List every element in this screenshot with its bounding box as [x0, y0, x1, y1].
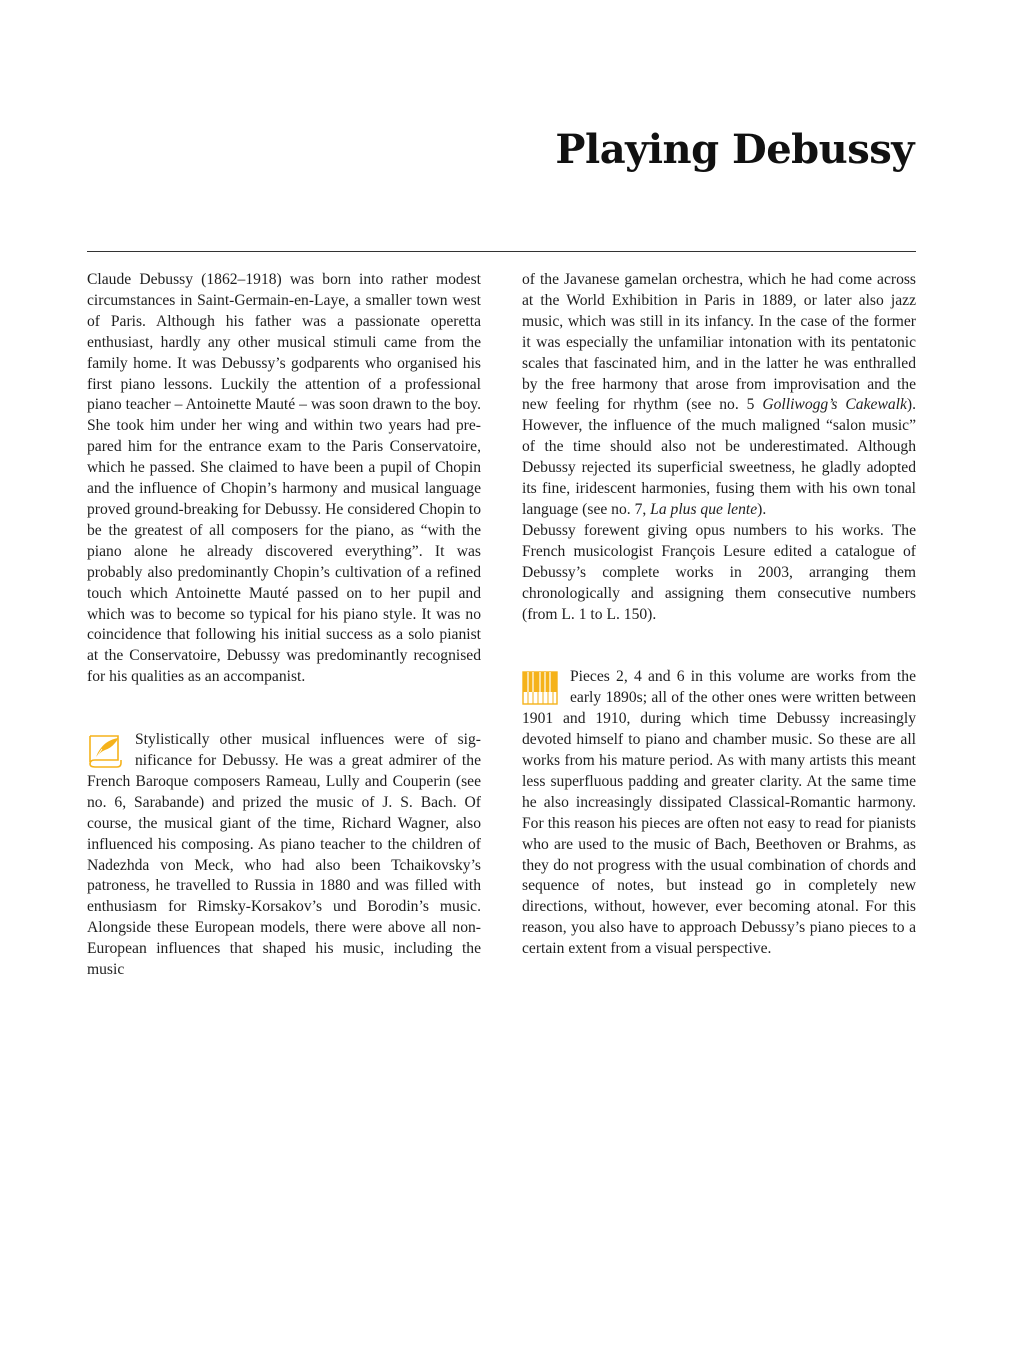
volume-pieces-text: Pieces 2, 4 and 6 in this volume are works from the early 1890s; all of the other ones were written between 1901 and 1910, during which time Debussy increasingly devoted himself to piano and chamber music. So these are all works from his mature period. As with many artists this meant less superfluous padding and greater clarity. At the same time he also increasingly dissipated Classical-Romantic harmony. For this reason his pieces are often not easy to read for pianists who are used to the music of Bach, Beethoven or Brahms, as they do not progress with the usual combination of chords and sequence of notes, but instead go in completely new directions, without, however, ever becoming atonal. For this reason, you also have to approach Debussy’s piano pieces to a certain extent from a visual perspective.	[522, 668, 916, 958]
text-run: ). However, the influence of the much maligned “salon music” of the time should also not be underestimated. Although Debussy rejected its superficial sweetness, he gladly adopted its fine, iridescent harmonies, fusing them with his own tonal language (see no. 7,	[522, 396, 916, 518]
influences-text: Stylistically other musical influences were of significance for Debussy. He was a great admirer of the French Baroque composers Rameau, Lully and Couperin (see no. 6, Sarabande) and prized the music of J. S. Bach. Of course, the musical giant of the time, Richard Wagner, also influenced his composing. As piano teacher to the children of Nadezhda von Meck, who had also been Tchaikovsky’s patroness, he travelled to Russia in 1880 and was filled with enthusiasm for Rimsky-Korsakov’s und Borodin’s music. Alongside these European models, there were above all non-European influences that shaped his music, including the music	[87, 731, 481, 979]
work-title-golliwogg: Golliwogg’s Cakewalk	[762, 396, 907, 414]
influences-paragraph	[87, 730, 481, 981]
non-european-influences-paragraph	[522, 270, 916, 521]
text-run: of the Javanese gamelan orchestra, which he had come across at the World Exhibition in Paris in 1889, or later also jazz music, which was still in its infancy. In the case of the former it was especially the unfamiliar intonation with its pentatonic scales that fascinated him, and in the latter he was enthralled by the free harmony that arose from improvisation and the new feeling for rhythm (see no. 5	[522, 271, 916, 414]
volume-pieces-paragraph	[522, 667, 916, 960]
text-run: ).	[757, 500, 767, 518]
paragraph-spacer	[522, 625, 916, 667]
piano-keys-icon	[522, 671, 558, 703]
quill-scroll-icon	[87, 734, 123, 766]
paragraph-spacer	[87, 688, 481, 730]
opus-numbers-paragraph: Debussy forewent giving opus numbers to his works. The French musicologist François Lesure edited a catalogue of Debussy’s complete works in 2003, arranging them chronologically and assigning them consecutive numbers (from L. 1 to L. 150).	[522, 521, 916, 623]
intro-paragraph: Claude Debussy (1862–1918) was born into rather modest circumstances in Saint-Germain-en-Laye, a smaller town west of Paris. Although his father was a passionate operetta enthusiast, hardly any other musical stimuli came from the family home. It was Debussy’s godparents who organised his first piano lessons. Luckily the attention of a professional piano teacher – Antoinette Mauté – was soon drawn to the boy. She took him under her wing and within two years had prepared him for the entrance exam to the Paris Conservatoire, which he passed. She claimed to have been a pupil of Chopin and the influence of Chopin’s harmony and musical language proved ground-breaking for Debussy. He considered Chopin to be the greatest of all composers for the piano, as “with the piano alone he already discovered everything”. It was probably also predominantly Chopin’s cultivation of a refined touch which Antoinette Mauté passed on to her pupil and which was to become so typical for his piano style. It was no coincidence that following his initial success as a solo pianist at the Conservatoire, Debussy was predominantly recognised for his qualities as an accompanist.	[87, 271, 481, 686]
left-column	[87, 270, 481, 981]
title-divider	[87, 251, 916, 252]
work-title-la-plus-que-lente: La plus que lente	[650, 500, 758, 518]
right-column	[522, 270, 916, 960]
page-title: Playing Debussy	[555, 126, 914, 173]
